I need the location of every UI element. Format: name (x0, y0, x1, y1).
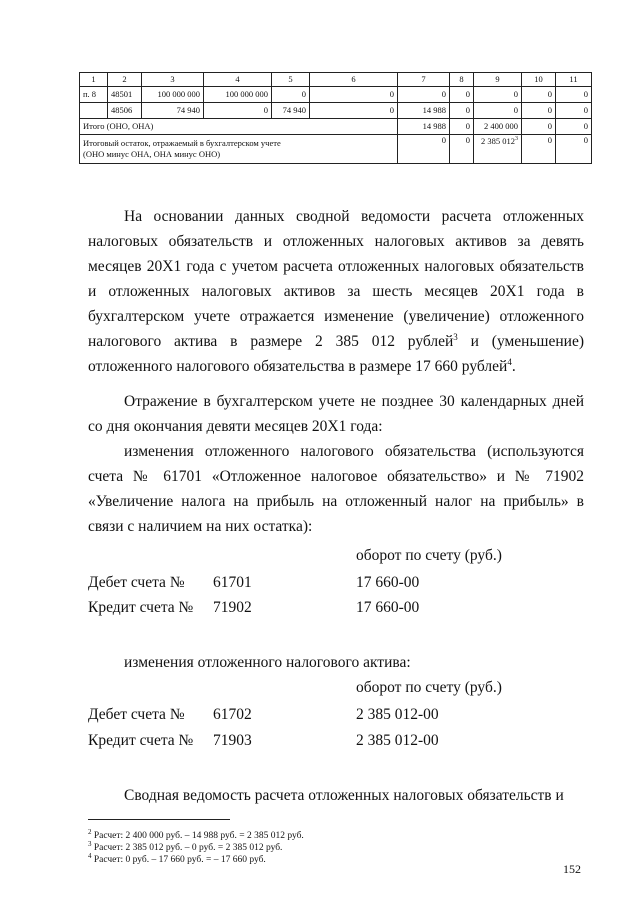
table-header-row (80, 73, 592, 87)
footnote-ref: 4 (507, 356, 512, 367)
debit-account: 61701 (213, 574, 252, 591)
header-cell: 5 (272, 73, 310, 87)
table-cell (80, 103, 108, 119)
header-cell: 7 (398, 73, 450, 87)
credit-amount: 17 660-00 (356, 599, 420, 616)
table-cell: п. 8 (80, 87, 108, 103)
table-cell: 0 (522, 87, 556, 103)
header-cell: 11 (556, 73, 592, 87)
header-cell: 9 (474, 73, 522, 87)
balance-value: 2 385 012 (481, 135, 515, 146)
table-cell: 48501 (108, 87, 142, 103)
table-cell: 14 988 (398, 103, 450, 119)
table-cell: 0 (556, 87, 592, 103)
header-cell: 4 (204, 73, 272, 87)
footnote-divider (88, 819, 230, 820)
credit-label: Кредит счета № (88, 599, 194, 616)
table-cell: 14 988 (398, 119, 450, 135)
table-cell: 0 (450, 119, 474, 135)
footnote: $^4$ Расчет: 0 руб. – 17 660 руб. = – 17 660 руб. (88, 852, 266, 866)
balance-label (80, 135, 398, 164)
table-cell: 0 (204, 103, 272, 119)
paragraph-posting: Отражение в бухгалтерском учете не позднее 30 календарных дней со дня окончания девяти месяцев 20Х1 года: (88, 393, 584, 435)
table-cell: 0 (556, 135, 592, 164)
table-cell: 0 (450, 135, 474, 164)
header-cell: 2 (108, 73, 142, 87)
table-cell: 0 (450, 103, 474, 119)
footnote: $^2$ Расчет: 2 400 000 руб. – 14 988 руб. = 2 385 012 руб. (88, 828, 304, 842)
table-cell: 0 (474, 87, 522, 103)
table-cell: 74 940 (142, 103, 204, 119)
paragraph-liability-change: изменения отложенного налогового обязательства (используются счета № 61701 «Отложенное налоговое обязательство» и № 71902 «Увеличение налога на прибыль на отложенный налог на прибыль» в связи с наличием на них остатка): (88, 443, 584, 535)
debit-amount: 17 660-00 (356, 574, 420, 591)
table-cell: 0 (310, 103, 398, 119)
footnote: $^3$ Расчет: 2 385 012 руб. – 0 руб. = 2 385 012 руб. (88, 840, 283, 854)
table-cell: 0 (310, 87, 398, 103)
balance-label-line1: Итоговый остаток, отражаемый в бухгалтерском учете (83, 137, 281, 148)
table-cell: 100 000 000 (204, 87, 272, 103)
table-cell: 0 (272, 87, 310, 103)
table-total-row (80, 119, 592, 135)
table-cell: 0 (474, 103, 522, 119)
header-cell: 6 (310, 73, 398, 87)
deferred-tax-table (79, 72, 592, 164)
table-balance-row (80, 135, 592, 164)
table-cell (474, 135, 522, 164)
debit-amount: 2 385 012-00 (356, 706, 439, 723)
debit-label: Дебет счета № (88, 574, 185, 591)
credit-label: Кредит счета № (88, 732, 194, 749)
paragraph-summary: На основании данных сводной ведомости расчета отложенных налоговых обязательств и отложенных налоговых активов за девять месяцев 20Х1 года с учетом расчета отложенных налоговых обязательств и отложенных налоговых активов за шесть месяцев 20Х1 года в бухгалтерском учете отражается изменение (увеличение) отложенного налогового актива в размере 2 385 012 рублей$^3$ и (уменьшение) отложенного налогового обязательства в размере 17 660 рублей$^4$. (88, 208, 584, 375)
debit-account: 61702 (213, 706, 252, 723)
page-number: 152 (563, 862, 581, 876)
balance-label-line2: (ОНО минус ОНА, ОНА минус ОНО) (83, 149, 221, 159)
table-cell: 74 940 (272, 103, 310, 119)
table-row (80, 103, 592, 119)
header-cell: 8 (450, 73, 474, 87)
table-cell: 0 (398, 87, 450, 103)
header-cell: 1 (80, 73, 108, 87)
credit-account: 71902 (213, 599, 252, 616)
footnote-ref: 3 (515, 136, 518, 142)
footnote-ref: 3 (453, 331, 458, 342)
paragraph-continuation: Сводная ведомость расчета отложенных налоговых обязательств и (124, 787, 564, 804)
debit-label: Дебет счета № (88, 706, 185, 723)
table-cell: 0 (556, 119, 592, 135)
credit-account: 71903 (213, 732, 252, 749)
credit-amount: 2 385 012-00 (356, 732, 439, 749)
table-cell: 2 400 000 (474, 119, 522, 135)
table-row (80, 87, 592, 103)
paragraph-asset-change: изменения отложенного налогового актива: (124, 654, 411, 671)
turnover-label: оборот по счету (руб.) (356, 547, 502, 564)
header-cell: 10 (522, 73, 556, 87)
table-cell: 0 (522, 119, 556, 135)
table-cell: 48506 (108, 103, 142, 119)
turnover-label: оборот по счету (руб.) (356, 679, 502, 696)
table-cell: 0 (522, 103, 556, 119)
table-cell: 0 (556, 103, 592, 119)
table-cell: 0 (522, 135, 556, 164)
total-label: Итого (ОНО, ОНА) (80, 119, 398, 135)
header-cell: 3 (142, 73, 204, 87)
table-cell: 0 (398, 135, 450, 164)
table-cell: 0 (450, 87, 474, 103)
table-cell: 100 000 000 (142, 87, 204, 103)
